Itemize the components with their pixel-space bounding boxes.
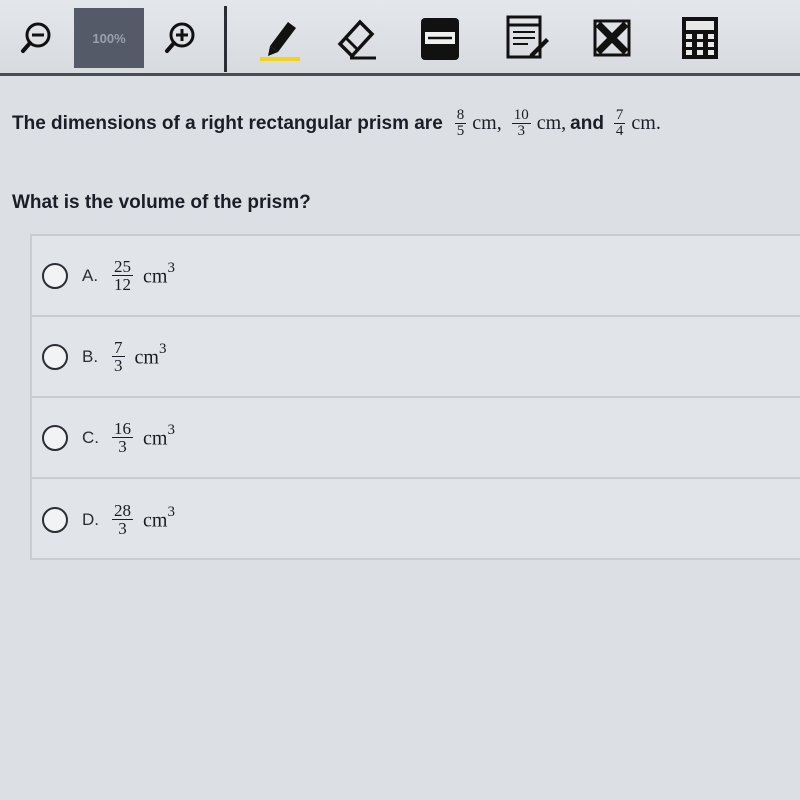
fraction-denominator: 3 <box>118 437 127 456</box>
fraction-numerator: 7 <box>615 107 624 123</box>
and-word: and <box>570 112 604 134</box>
highlighter-button[interactable] <box>252 10 308 66</box>
zoom-in-button[interactable] <box>158 10 204 66</box>
fraction-denominator: 4 <box>615 123 624 139</box>
choice-d[interactable] <box>32 479 800 560</box>
calculator-icon <box>678 14 722 62</box>
calculator-button[interactable] <box>672 10 728 66</box>
toolbar-divider <box>224 6 227 72</box>
dimension-unit: cm. <box>631 112 661 134</box>
dimension-unit: cm, <box>536 112 567 134</box>
choice-letter: B. <box>82 346 99 366</box>
question-prompt: What is the volume of the prism? <box>12 192 311 213</box>
choice-letter: A. <box>82 265 99 285</box>
answer-eliminator-icon <box>590 16 634 60</box>
choice-a[interactable] <box>32 236 800 317</box>
radio-button[interactable] <box>42 344 68 370</box>
dimension-fraction-2 <box>512 108 531 139</box>
line-reader-button[interactable] <box>412 10 468 66</box>
notepad-button[interactable] <box>496 10 556 66</box>
fraction-numerator: 28 <box>114 501 131 520</box>
zoom-in-icon <box>163 20 199 56</box>
choice-unit: $cm^3$ <box>134 340 167 369</box>
radio-button[interactable] <box>42 263 68 289</box>
fraction-denominator: 3 <box>118 519 127 538</box>
choice-fraction <box>112 339 125 374</box>
fraction-denominator: 5 <box>456 123 465 139</box>
toolbar <box>0 0 800 76</box>
dimension-fraction-3 <box>614 108 626 139</box>
question-stem <box>12 108 792 139</box>
highlighter-icon <box>256 14 304 62</box>
choice-fraction <box>112 258 133 293</box>
fraction-numerator: 8 <box>456 107 465 123</box>
radio-button[interactable] <box>42 507 68 533</box>
choice-unit: $cm^3$ <box>143 421 175 450</box>
dimension-fraction-1 <box>455 108 467 139</box>
eraser-icon <box>332 14 380 62</box>
fraction-denominator: 12 <box>114 275 131 294</box>
line-reader-icon <box>418 14 462 62</box>
radio-button[interactable] <box>42 425 68 451</box>
choice-letter: C. <box>82 427 99 447</box>
answer-eliminator-button[interactable] <box>584 10 640 66</box>
choice-unit: $cm^3$ <box>143 503 175 532</box>
zoom-level-display: 100% <box>74 8 144 68</box>
notepad-icon <box>502 14 550 62</box>
dimension-unit: cm, <box>472 112 502 134</box>
eraser-button[interactable] <box>328 10 384 66</box>
fraction-denominator: 3 <box>517 123 525 139</box>
choice-b[interactable] <box>32 317 800 398</box>
fraction-numerator: 16 <box>114 419 131 438</box>
choice-c[interactable] <box>32 398 800 479</box>
stem-text: The dimensions of a right rectangular prism are <box>12 112 443 134</box>
fraction-denominator: 3 <box>114 356 123 375</box>
choice-unit: $cm^3$ <box>143 259 175 288</box>
choice-fraction <box>112 420 133 455</box>
fraction-numerator: 7 <box>114 338 123 357</box>
zoom-out-button[interactable] <box>14 10 60 66</box>
choice-letter: D. <box>82 509 99 529</box>
fraction-numerator: 25 <box>114 257 131 276</box>
choice-fraction <box>112 502 133 537</box>
answer-choices <box>30 234 800 560</box>
fraction-numerator: 10 <box>513 107 529 123</box>
zoom-out-icon <box>19 20 55 56</box>
